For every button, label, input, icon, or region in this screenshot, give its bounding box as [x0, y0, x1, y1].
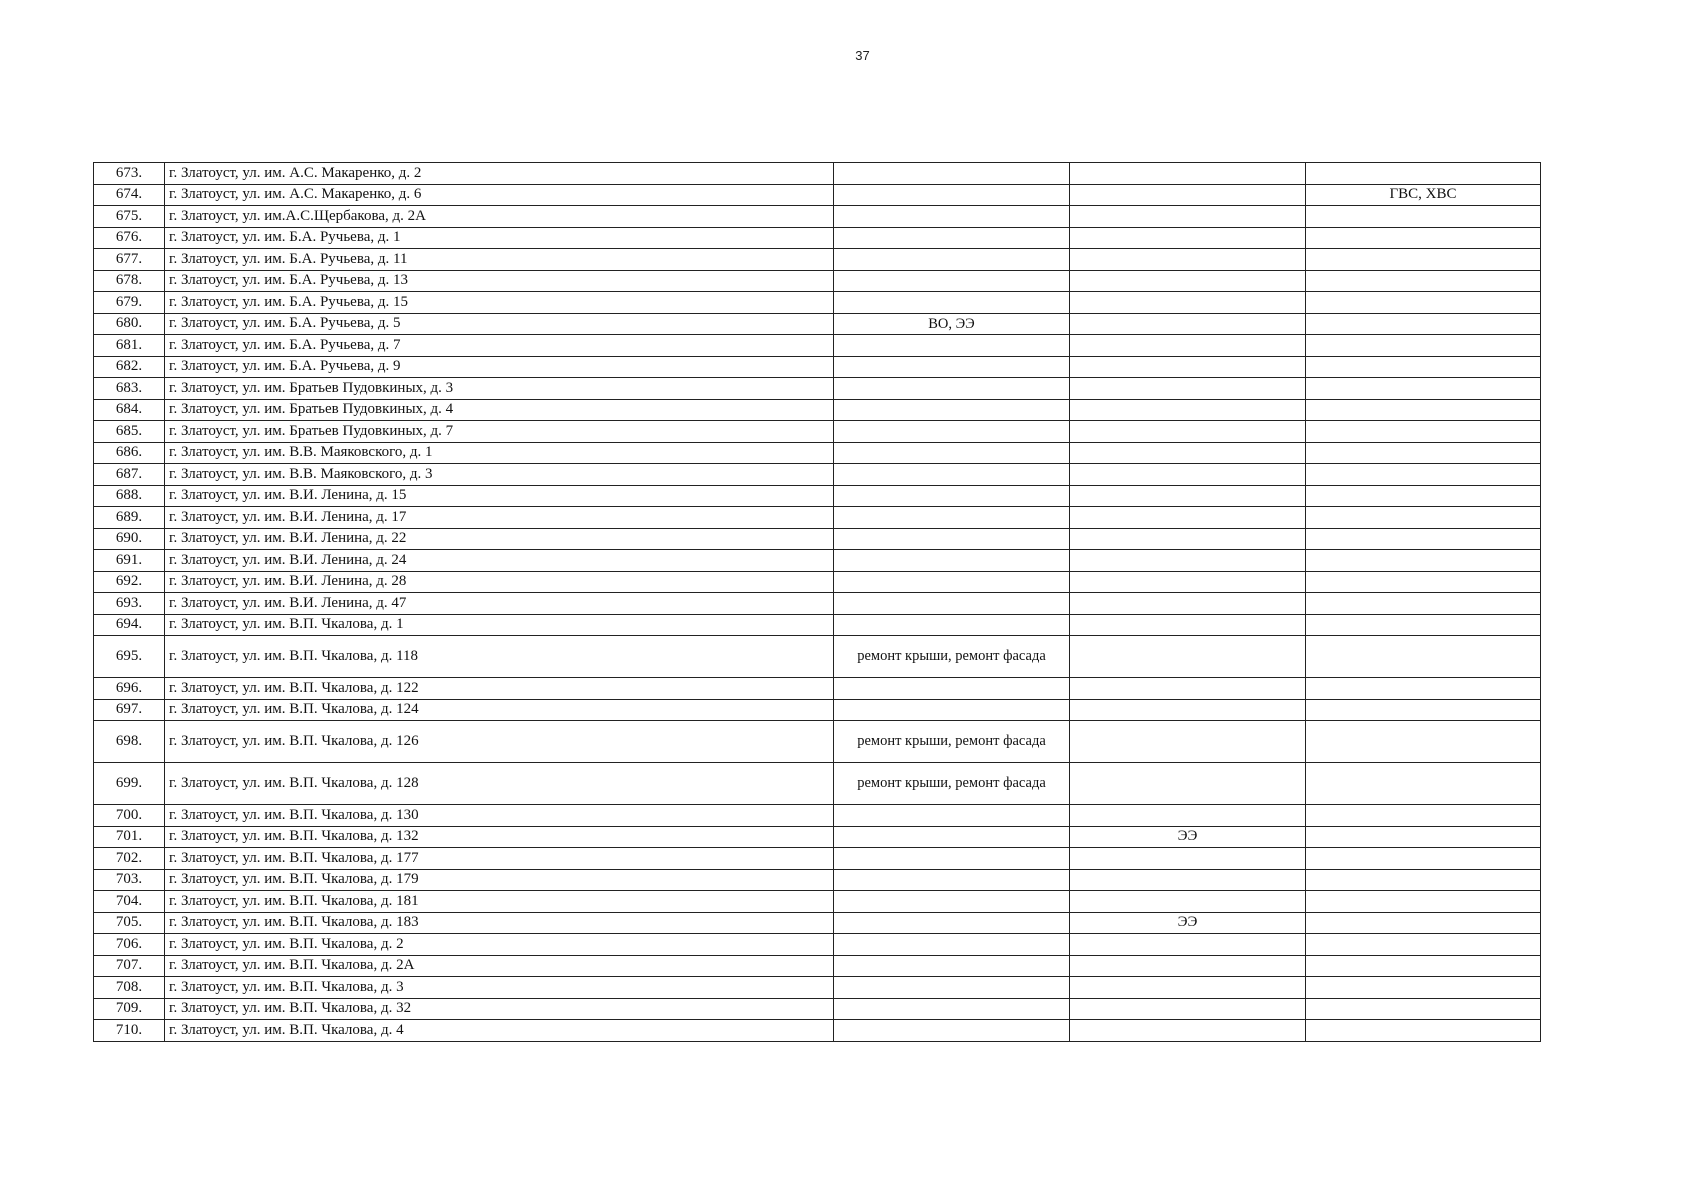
row-number-cell: 699.	[94, 763, 165, 805]
row-number-cell: 710.	[94, 1020, 165, 1042]
systems-cell-a	[1070, 378, 1306, 400]
works-cell	[834, 805, 1070, 827]
systems-cell-b	[1306, 270, 1541, 292]
systems-cell-a	[1070, 421, 1306, 443]
works-cell	[834, 227, 1070, 249]
works-cell	[834, 184, 1070, 206]
table-row	[94, 636, 1541, 678]
address-cell: г. Златоуст, ул. им. В.В. Маяковского, д. 1	[165, 442, 834, 464]
address-cell: г. Златоуст, ул. им. Б.А. Ручьева, д. 15	[165, 292, 834, 314]
systems-cell-a	[1070, 399, 1306, 421]
works-cell	[834, 571, 1070, 593]
works-cell	[834, 869, 1070, 891]
systems-cell-b	[1306, 206, 1541, 228]
systems-cell-b	[1306, 464, 1541, 486]
table-row	[94, 869, 1541, 891]
systems-cell-b	[1306, 869, 1541, 891]
systems-cell-b	[1306, 163, 1541, 185]
address-cell: г. Златоуст, ул. им. В.П. Чкалова, д. 132	[165, 826, 834, 848]
systems-cell-a	[1070, 528, 1306, 550]
table-row	[94, 399, 1541, 421]
address-cell: г. Златоуст, ул. им. А.С. Макаренко, д. 2	[165, 163, 834, 185]
systems-cell-b	[1306, 356, 1541, 378]
address-cell: г. Златоуст, ул. им. Б.А. Ручьева, д. 13	[165, 270, 834, 292]
works-cell	[834, 934, 1070, 956]
address-cell: г. Златоуст, ул. им. В.П. Чкалова, д. 126	[165, 721, 834, 763]
table-row	[94, 335, 1541, 357]
row-number-cell: 689.	[94, 507, 165, 529]
row-number-cell: 677.	[94, 249, 165, 271]
systems-cell-b	[1306, 313, 1541, 335]
systems-cell-a	[1070, 227, 1306, 249]
row-number-cell: 678.	[94, 270, 165, 292]
address-cell: г. Златоуст, ул. им.А.С.Щербакова, д. 2А	[165, 206, 834, 228]
systems-cell-a	[1070, 270, 1306, 292]
systems-cell-a	[1070, 356, 1306, 378]
table-row	[94, 249, 1541, 271]
row-number-cell: 675.	[94, 206, 165, 228]
systems-cell-b	[1306, 528, 1541, 550]
systems-cell-b	[1306, 805, 1541, 827]
row-number-cell: 684.	[94, 399, 165, 421]
table-row	[94, 593, 1541, 615]
works-cell	[834, 614, 1070, 636]
row-number-cell: 683.	[94, 378, 165, 400]
systems-cell-b	[1306, 826, 1541, 848]
row-number-cell: 685.	[94, 421, 165, 443]
table-row	[94, 550, 1541, 572]
table-row	[94, 507, 1541, 529]
address-cell: г. Златоуст, ул. им. В.В. Маяковского, д. 3	[165, 464, 834, 486]
systems-cell-b	[1306, 550, 1541, 572]
systems-cell-b	[1306, 699, 1541, 721]
table-row	[94, 442, 1541, 464]
works-cell	[834, 421, 1070, 443]
works-cell	[834, 163, 1070, 185]
works-cell	[834, 678, 1070, 700]
systems-cell-b	[1306, 249, 1541, 271]
works-cell	[834, 378, 1070, 400]
works-cell	[834, 955, 1070, 977]
works-cell	[834, 699, 1070, 721]
row-number-cell: 673.	[94, 163, 165, 185]
systems-cell-b	[1306, 292, 1541, 314]
works-cell	[834, 1020, 1070, 1042]
table-row	[94, 227, 1541, 249]
address-cell: г. Златоуст, ул. им. В.И. Ленина, д. 17	[165, 507, 834, 529]
systems-cell-b	[1306, 227, 1541, 249]
systems-cell-a	[1070, 464, 1306, 486]
works-cell	[834, 593, 1070, 615]
table-row	[94, 955, 1541, 977]
systems-cell-a	[1070, 163, 1306, 185]
systems-cell-b	[1306, 421, 1541, 443]
table-row	[94, 912, 1541, 934]
table-row	[94, 313, 1541, 335]
row-number-cell: 706.	[94, 934, 165, 956]
systems-cell-b	[1306, 507, 1541, 529]
row-number-cell: 702.	[94, 848, 165, 870]
systems-cell-b	[1306, 955, 1541, 977]
works-cell	[834, 912, 1070, 934]
page-number: 37	[855, 48, 870, 63]
works-cell	[834, 977, 1070, 999]
row-number-cell: 701.	[94, 826, 165, 848]
works-cell	[834, 891, 1070, 913]
table-row	[94, 184, 1541, 206]
works-cell	[834, 485, 1070, 507]
systems-cell-b	[1306, 934, 1541, 956]
works-cell	[834, 848, 1070, 870]
table-row	[94, 464, 1541, 486]
row-number-cell: 692.	[94, 571, 165, 593]
systems-cell-b	[1306, 636, 1541, 678]
table-row	[94, 378, 1541, 400]
systems-cell-b	[1306, 678, 1541, 700]
systems-cell-a	[1070, 763, 1306, 805]
table-row	[94, 977, 1541, 999]
works-cell	[834, 442, 1070, 464]
systems-cell-a	[1070, 249, 1306, 271]
table-row	[94, 699, 1541, 721]
table-row	[94, 270, 1541, 292]
address-cell: г. Златоуст, ул. им. Б.А. Ручьева, д. 5	[165, 313, 834, 335]
address-cell: г. Златоуст, ул. им. В.П. Чкалова, д. 2	[165, 934, 834, 956]
row-number-cell: 698.	[94, 721, 165, 763]
row-number-cell: 690.	[94, 528, 165, 550]
works-cell	[834, 206, 1070, 228]
works-cell	[834, 399, 1070, 421]
systems-cell-a	[1070, 442, 1306, 464]
works-cell: ремонт крыши, ремонт фасада	[834, 763, 1070, 805]
systems-cell-b	[1306, 593, 1541, 615]
row-number-cell: 700.	[94, 805, 165, 827]
systems-cell-b	[1306, 442, 1541, 464]
row-number-cell: 679.	[94, 292, 165, 314]
table-row	[94, 528, 1541, 550]
table-row	[94, 721, 1541, 763]
systems-cell-a	[1070, 934, 1306, 956]
row-number-cell: 707.	[94, 955, 165, 977]
row-number-cell: 691.	[94, 550, 165, 572]
table-row	[94, 571, 1541, 593]
address-cell: г. Златоуст, ул. им. В.П. Чкалова, д. 122	[165, 678, 834, 700]
systems-cell-b	[1306, 848, 1541, 870]
address-cell: г. Златоуст, ул. им. В.П. Чкалова, д. 130	[165, 805, 834, 827]
systems-cell-a	[1070, 313, 1306, 335]
systems-cell-a	[1070, 721, 1306, 763]
address-cell: г. Златоуст, ул. им. В.И. Ленина, д. 15	[165, 485, 834, 507]
registry-table-body	[94, 163, 1541, 1042]
systems-cell-a	[1070, 485, 1306, 507]
systems-cell-a	[1070, 206, 1306, 228]
address-cell: г. Златоуст, ул. им. Б.А. Ручьева, д. 1	[165, 227, 834, 249]
row-number-cell: 694.	[94, 614, 165, 636]
works-cell: ремонт крыши, ремонт фасада	[834, 721, 1070, 763]
systems-cell-b	[1306, 977, 1541, 999]
table-row	[94, 163, 1541, 185]
address-cell: г. Златоуст, ул. им. В.И. Ленина, д. 22	[165, 528, 834, 550]
row-number-cell: 687.	[94, 464, 165, 486]
works-cell: ремонт крыши, ремонт фасада	[834, 636, 1070, 678]
table-row	[94, 848, 1541, 870]
building-registry-table	[93, 162, 1541, 1042]
address-cell: г. Златоуст, ул. им. В.П. Чкалова, д. 118	[165, 636, 834, 678]
address-cell: г. Златоуст, ул. им. Братьев Пудовкиных, д. 4	[165, 399, 834, 421]
systems-cell-a	[1070, 699, 1306, 721]
systems-cell-a	[1070, 571, 1306, 593]
address-cell: г. Златоуст, ул. им. В.П. Чкалова, д. 183	[165, 912, 834, 934]
works-cell	[834, 998, 1070, 1020]
table-row	[94, 206, 1541, 228]
address-cell: г. Златоуст, ул. им. В.И. Ленина, д. 24	[165, 550, 834, 572]
works-cell	[834, 826, 1070, 848]
systems-cell-a	[1070, 292, 1306, 314]
systems-cell-b	[1306, 1020, 1541, 1042]
systems-cell-a	[1070, 869, 1306, 891]
works-cell	[834, 528, 1070, 550]
row-number-cell: 686.	[94, 442, 165, 464]
systems-cell-a	[1070, 955, 1306, 977]
systems-cell-a	[1070, 614, 1306, 636]
table-row	[94, 485, 1541, 507]
systems-cell-a	[1070, 507, 1306, 529]
systems-cell-b	[1306, 485, 1541, 507]
address-cell: г. Златоуст, ул. им. В.И. Ленина, д. 47	[165, 593, 834, 615]
works-cell	[834, 507, 1070, 529]
row-number-cell: 682.	[94, 356, 165, 378]
row-number-cell: 697.	[94, 699, 165, 721]
works-cell	[834, 249, 1070, 271]
systems-cell-a	[1070, 636, 1306, 678]
row-number-cell: 708.	[94, 977, 165, 999]
address-cell: г. Златоуст, ул. им. В.П. Чкалова, д. 177	[165, 848, 834, 870]
address-cell: г. Златоуст, ул. им. Братьев Пудовкиных, д. 3	[165, 378, 834, 400]
address-cell: г. Златоуст, ул. им. В.П. Чкалова, д. 1	[165, 614, 834, 636]
row-number-cell: 676.	[94, 227, 165, 249]
row-number-cell: 696.	[94, 678, 165, 700]
systems-cell-a	[1070, 335, 1306, 357]
table-row	[94, 826, 1541, 848]
works-cell	[834, 464, 1070, 486]
works-cell	[834, 550, 1070, 572]
address-cell: г. Златоуст, ул. им. В.П. Чкалова, д. 32	[165, 998, 834, 1020]
systems-cell-b	[1306, 912, 1541, 934]
table-row	[94, 763, 1541, 805]
systems-cell-a	[1070, 593, 1306, 615]
works-cell	[834, 292, 1070, 314]
table-row	[94, 356, 1541, 378]
systems-cell-a: ЭЭ	[1070, 912, 1306, 934]
address-cell: г. Златоуст, ул. им. В.П. Чкалова, д. 3	[165, 977, 834, 999]
address-cell: г. Златоуст, ул. им. Б.А. Ручьева, д. 11	[165, 249, 834, 271]
systems-cell-b	[1306, 571, 1541, 593]
row-number-cell: 680.	[94, 313, 165, 335]
systems-cell-b	[1306, 378, 1541, 400]
table-row	[94, 421, 1541, 443]
address-cell: г. Златоуст, ул. им. Б.А. Ручьева, д. 9	[165, 356, 834, 378]
address-cell: г. Златоуст, ул. им. В.П. Чкалова, д. 179	[165, 869, 834, 891]
table-row	[94, 998, 1541, 1020]
systems-cell-a	[1070, 848, 1306, 870]
row-number-cell: 709.	[94, 998, 165, 1020]
row-number-cell: 695.	[94, 636, 165, 678]
address-cell: г. Златоуст, ул. им. Б.А. Ручьева, д. 7	[165, 335, 834, 357]
row-number-cell: 674.	[94, 184, 165, 206]
row-number-cell: 705.	[94, 912, 165, 934]
table-row	[94, 292, 1541, 314]
row-number-cell: 681.	[94, 335, 165, 357]
address-cell: г. Златоуст, ул. им. Братьев Пудовкиных, д. 7	[165, 421, 834, 443]
address-cell: г. Златоуст, ул. им. В.И. Ленина, д. 28	[165, 571, 834, 593]
systems-cell-b: ГВС, ХВС	[1306, 184, 1541, 206]
table-row	[94, 805, 1541, 827]
systems-cell-a	[1070, 891, 1306, 913]
systems-cell-b	[1306, 721, 1541, 763]
systems-cell-a	[1070, 184, 1306, 206]
row-number-cell: 688.	[94, 485, 165, 507]
systems-cell-a	[1070, 998, 1306, 1020]
systems-cell-b	[1306, 614, 1541, 636]
systems-cell-a	[1070, 977, 1306, 999]
table-row	[94, 934, 1541, 956]
systems-cell-b	[1306, 891, 1541, 913]
systems-cell-a: ЭЭ	[1070, 826, 1306, 848]
table-row	[94, 678, 1541, 700]
row-number-cell: 703.	[94, 869, 165, 891]
table-row	[94, 614, 1541, 636]
address-cell: г. Златоуст, ул. им. В.П. Чкалова, д. 4	[165, 1020, 834, 1042]
address-cell: г. Златоуст, ул. им. В.П. Чкалова, д. 2А	[165, 955, 834, 977]
row-number-cell: 693.	[94, 593, 165, 615]
table-row	[94, 891, 1541, 913]
systems-cell-a	[1070, 550, 1306, 572]
works-cell	[834, 356, 1070, 378]
works-cell	[834, 270, 1070, 292]
works-cell: ВО, ЭЭ	[834, 313, 1070, 335]
systems-cell-b	[1306, 763, 1541, 805]
row-number-cell: 704.	[94, 891, 165, 913]
address-cell: г. Златоуст, ул. им. В.П. Чкалова, д. 181	[165, 891, 834, 913]
systems-cell-b	[1306, 399, 1541, 421]
address-cell: г. Златоуст, ул. им. А.С. Макаренко, д. 6	[165, 184, 834, 206]
systems-cell-a	[1070, 678, 1306, 700]
address-cell: г. Златоуст, ул. им. В.П. Чкалова, д. 124	[165, 699, 834, 721]
systems-cell-b	[1306, 998, 1541, 1020]
systems-cell-a	[1070, 1020, 1306, 1042]
works-cell	[834, 335, 1070, 357]
systems-cell-a	[1070, 805, 1306, 827]
address-cell: г. Златоуст, ул. им. В.П. Чкалова, д. 128	[165, 763, 834, 805]
table-row	[94, 1020, 1541, 1042]
systems-cell-b	[1306, 335, 1541, 357]
